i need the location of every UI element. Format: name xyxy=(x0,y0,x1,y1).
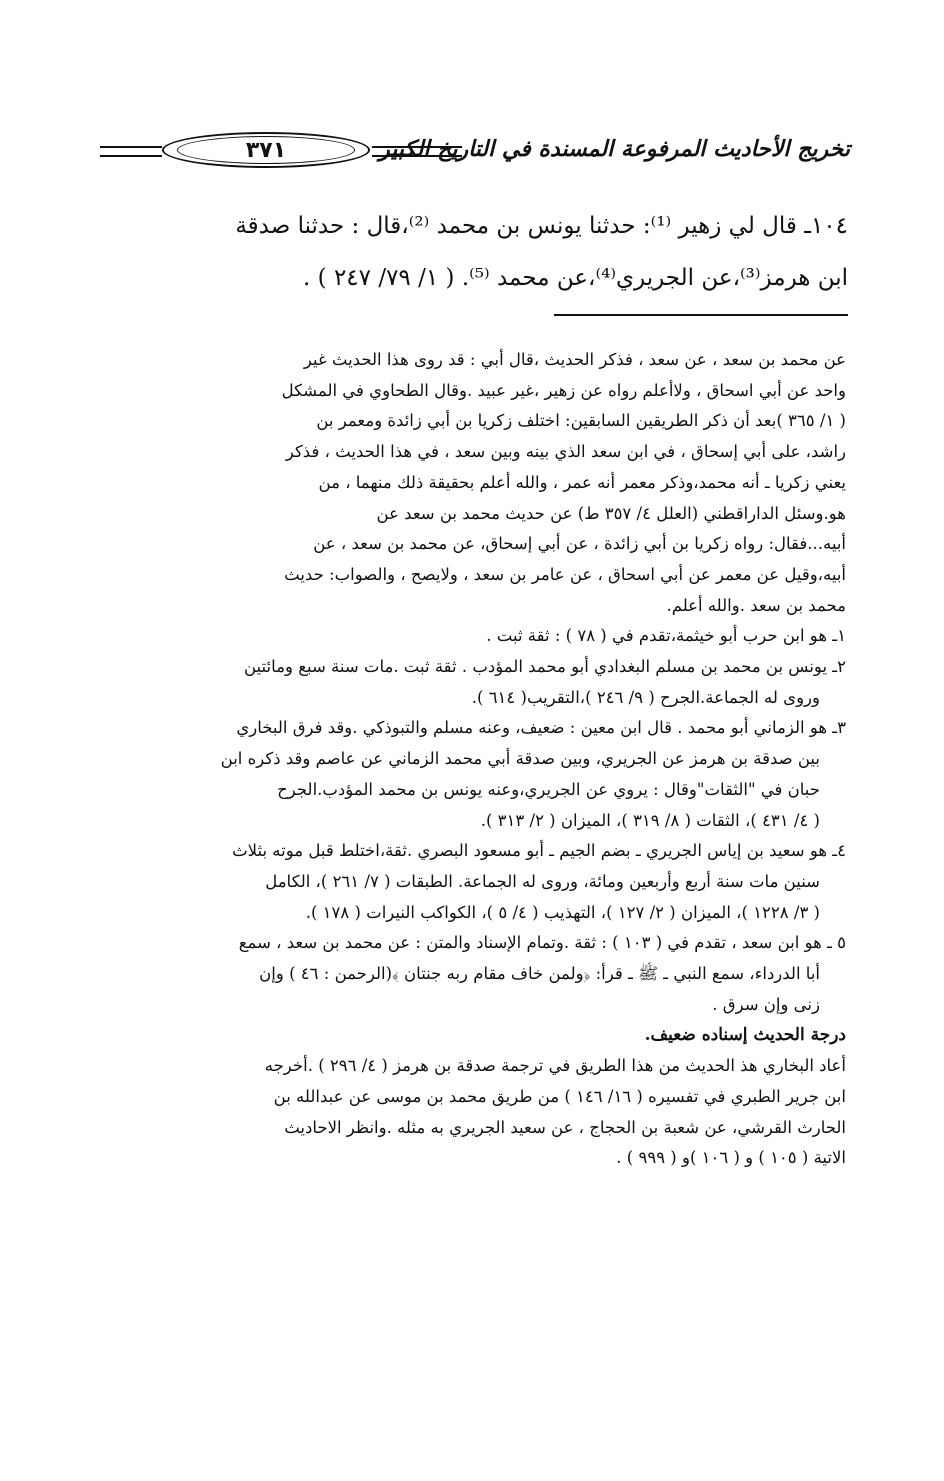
note-line: واحد عن أبي اسحاق ، ولاأعلم رواه عن زهير ،غير عبيد .وقال الطحاوي في المشكل xyxy=(281,380,846,400)
page-number-badge xyxy=(162,132,370,168)
hadith-line: ابن هرمز⁽³⁾،عن الجريري⁽⁴⁾،عن محمد ⁽⁵⁾. ( ١/ ٧٩/ ٢٤٧ ) . xyxy=(303,265,848,291)
grade-line: الاتية ( ١٠٥ ) و ( ١٠٦ )و ( ٩٩٩ ) . xyxy=(616,1148,846,1168)
grade-line: ابن جرير الطبري في تفسيره ( ١٦/ ١٤٦ ) من طريق محمد بن موسى عن عبدالله بن xyxy=(273,1086,846,1106)
note-line: أبيه...فقال: رواه زكريا بن أبي زائدة ، عن أبي إسحاق، عن محمد بن سعد ، عن xyxy=(313,534,846,554)
note-line: راشد، على أبي إسحاق ، في ابن سعد الذي بينه وبين سعد ، في هذا الحديث ، فذكر xyxy=(285,442,846,462)
footnote-3: ٣ـ هو الزماني أبو محمد . قال ابن معين : ضعيف، وعنه مسلم والتبوذكي .وقد فرق البخاري xyxy=(236,718,846,738)
header-rule-left xyxy=(100,146,162,157)
book-title: تخريج الأحاديث المرفوعة المسندة في التاريخ الكبير xyxy=(379,136,850,162)
footnote-2: ٢ـ يونس بن محمد بن مسلم البغدادي أبو محمد المؤدب . ثقة ثبت .مات سنة سبع ومائتين xyxy=(244,657,846,677)
page-header xyxy=(100,132,850,180)
footnote-5: ٥ ـ هو ابن سعد ، تقدم في ( ١٠٣ ) : ثقة .وتمام الإسناد والمتن : عن محمد بن سعد ، سمع xyxy=(238,933,846,953)
footnote-3-cont: حبان في "الثقات"وقال : يروي عن الجريري،وعنه يونس بن محمد المؤدب.الجرح xyxy=(277,779,820,799)
note-line: ( ١/ ٣٦٥ )بعد أن ذكر الطريقين السابقين: اختلف زكريا بن أبي زائدة ومعمر بن xyxy=(316,411,846,431)
footnote-2-cont: وروى له الجماعة.الجرح ( ٩/ ٢٤٦ )،التقريب( ٦١٤ ). xyxy=(471,687,820,707)
footnote-4-cont: ( ٣/ ١٢٢٨ )، الميزان ( ٢/ ١٢٧ )، التهذيب ( ٤/ ٥ )، الكواكب النيرات ( ١٧٨ ). xyxy=(305,902,820,922)
note-line: هو.وسئل الداراقطني (العلل ٤/ ٣٥٧ ط) عن حديث محمد بن سعد عن xyxy=(376,503,846,523)
footnote-1: ١ـ هو ابن حرب أبو خيثمة،تقدم في ( ٧٨ ) : ثقة ثبت . xyxy=(486,626,846,646)
note-line: محمد بن سعد .والله أعلم. xyxy=(666,595,846,615)
footnote-separator xyxy=(554,314,848,316)
footnote-3-cont: ( ٤/ ٤٣١ )، الثقات ( ٨/ ٣١٩ )، الميزان ( ٢/ ٣١٣ ). xyxy=(480,810,820,830)
note-line: عن محمد بن سعد ، عن سعد ، فذكر الحديث ،قال أبي : قد روى هذا الحديث غير xyxy=(303,350,846,369)
hadith-line: ١٠٤ـ قال لي زهير ⁽¹⁾: حدثنا يونس بن محمد ⁽²⁾،قال : حدثنا صدقة xyxy=(235,213,848,239)
footnote-5-cont: أبا الدرداء، سمع النبي ـ ﷺ ـ قرأ: ﴿ولمن خاف مقام ربه جنتان ﴾(الرحمن : ٤٦ ) وإن xyxy=(259,964,820,984)
note-line: يعني زكريا ـ أنه محمد،وذكر معمر أنه عمر ، والله أعلم بحقيقة ذلك منهما ، من xyxy=(318,472,846,492)
hadith-grade-heading: درجة الحديث إسناده ضعيف. xyxy=(644,1025,846,1046)
footnotes-section xyxy=(94,345,846,1174)
footnote-4-cont: سنين مات سنة أربع وأربعين ومائة، وروى له الجماعة. الطبقات ( ٧/ ٢٦١ )، الكامل xyxy=(265,871,820,891)
footnote-3-cont: بين صدقة بن هرمز عن الجريري، وبين صدقة أبي محمد الزماني عن عاصم وقد ذكره ابن xyxy=(220,749,820,769)
note-line: أبيه،وقيل عن معمر عن أبي اسحاق ، عن عامر بن سعد ، ولايصح ، والصواب: حديث xyxy=(284,564,846,584)
footnote-5-cont: زنى وإن سرق . xyxy=(712,994,820,1014)
hadith-text xyxy=(96,200,848,304)
grade-line: الحارث القرشي، عن شعبة بن الحجاج ، عن سعيد الجريري به مثله .وانظر الاحاديث xyxy=(284,1117,846,1137)
page-number: ٣٧١ xyxy=(177,136,355,164)
grade-line: أعاد البخاري هذ الحديث من هذا الطريق في ترجمة صدقة بن هرمز ( ٤/ ٢٩٦ ) .أخرجه xyxy=(264,1056,846,1076)
footnote-4: ٤ـ هو سعيد بن إياس الجريري ـ بضم الجيم ـ أبو مسعود البصري .ثقة،اختلط قبل موته بثلاث xyxy=(232,841,846,861)
